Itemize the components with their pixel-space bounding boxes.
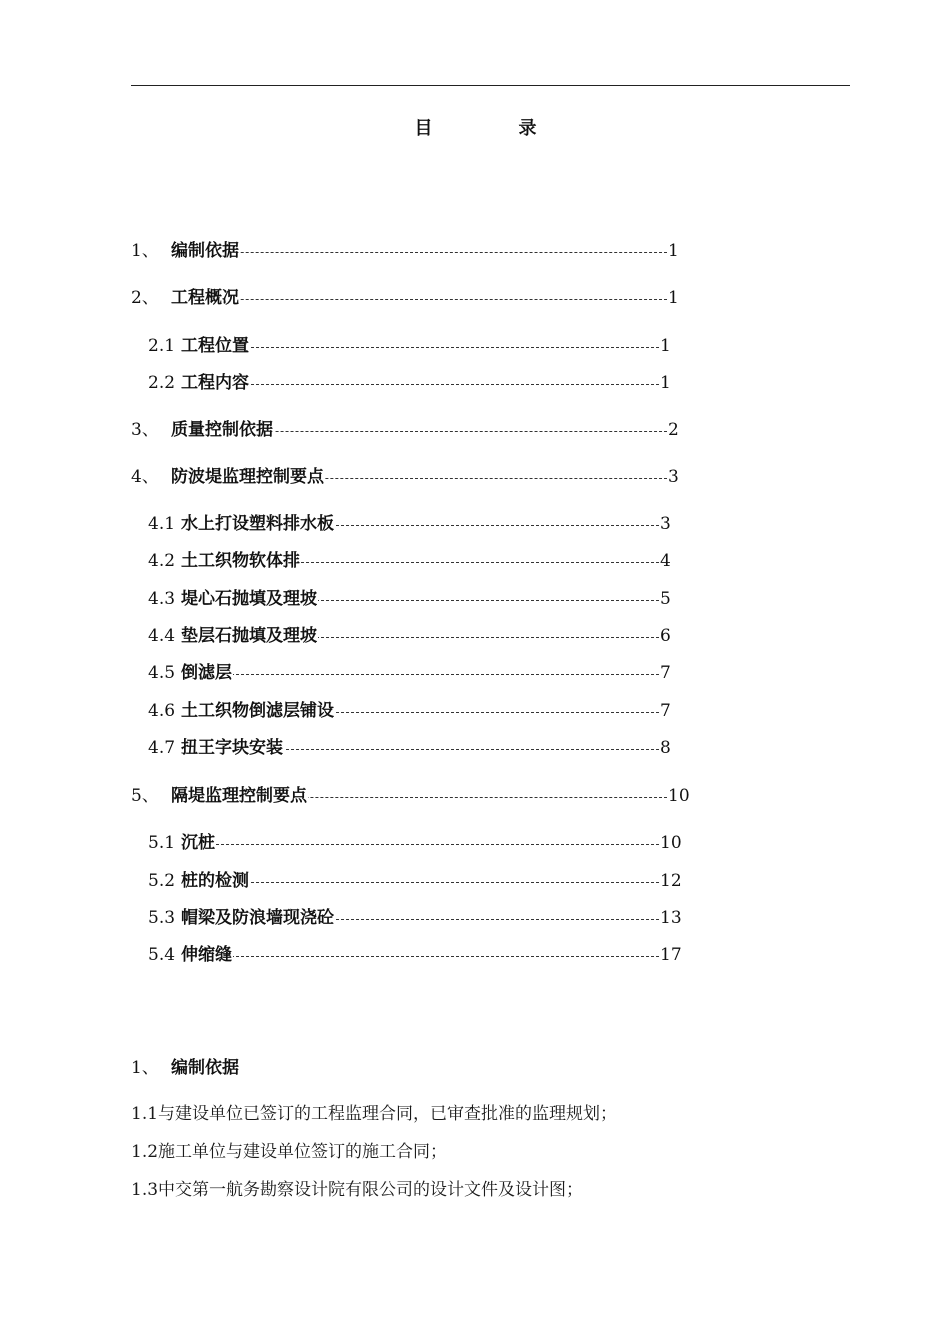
toc-entry	[148, 699, 718, 723]
toc-entry-page-number: 17	[660, 945, 682, 965]
toc-entry-label: 工程位置	[181, 336, 249, 356]
toc-entry-page-number: 5	[660, 589, 671, 609]
toc-entry-page-number: 7	[660, 701, 671, 721]
toc-leader-line	[181, 844, 659, 845]
toc-entry-label: 伸缩缝	[181, 945, 232, 965]
toc-entry	[148, 943, 718, 967]
toc-entry	[131, 465, 701, 489]
toc-entry-number: 2、	[131, 288, 159, 308]
toc-entry-number: 4.3	[148, 589, 176, 609]
toc-entry-number: 4.4	[148, 626, 176, 646]
toc-entry-label: 堤心石抛填及理坡	[181, 589, 317, 609]
toc-entry-page-number: 12	[660, 871, 682, 891]
toc-entry	[148, 624, 718, 648]
toc-entry-number: 5.4	[148, 945, 176, 965]
toc-entry-page-number: 6	[660, 626, 671, 646]
toc-entry	[148, 736, 718, 760]
toc-entry-label: 隔堤监理控制要点	[171, 786, 307, 806]
toc-leader-line	[181, 882, 659, 883]
basis-item: 1.1与建设单位已签订的工程监理合同，已审查批准的监理规划；	[131, 1104, 618, 1124]
toc-entry-label: 编制依据	[171, 241, 239, 261]
toc-entry-number: 2.1	[148, 336, 176, 356]
toc-entry-number: 4、	[131, 467, 159, 487]
toc-entry-number: 5.2	[148, 871, 176, 891]
section-title: 编制依据	[171, 1058, 239, 1078]
toc-entry	[148, 661, 718, 685]
toc-entry-label: 垫层石抛填及理坡	[181, 626, 317, 646]
header-rule	[131, 85, 850, 86]
toc-entry-number: 4.5	[148, 663, 176, 683]
toc-entry-page-number: 8	[660, 738, 671, 758]
toc-entry-page-number: 1	[660, 336, 671, 356]
toc-entry-number: 4.7	[148, 738, 176, 758]
toc-entry-label: 防波堤监理控制要点	[171, 467, 324, 487]
toc-entry-page-number: 3	[660, 514, 671, 534]
basis-item: 1.3中交第一航务勘察设计院有限公司的设计文件及设计图；	[131, 1180, 584, 1200]
toc-entry-number: 1、	[131, 241, 159, 261]
toc-entry	[148, 334, 718, 358]
toc-entry	[148, 869, 718, 893]
toc-entry-page-number: 4	[660, 551, 671, 571]
toc-entry	[148, 371, 718, 395]
toc-entry-page-number: 13	[660, 908, 682, 928]
toc-entry-page-number: 3	[668, 467, 679, 487]
toc-leader-line	[171, 252, 667, 253]
toc-entry-page-number: 7	[660, 663, 671, 683]
toc-entry-label: 质量控制依据	[171, 420, 273, 440]
toc-entry-page-number: 10	[660, 833, 682, 853]
toc-entry-label: 水上打设塑料排水板	[181, 514, 334, 534]
toc-entry-number: 4.2	[148, 551, 176, 571]
toc-title: 目 录	[414, 118, 571, 139]
toc-entry-label: 沉桩	[181, 833, 215, 853]
toc-entry	[148, 906, 718, 930]
toc-entry-page-number: 1	[668, 288, 679, 308]
toc-leader-line	[181, 347, 659, 348]
toc-entry-page-number: 1	[668, 241, 679, 261]
toc-entry-label: 帽梁及防浪墙现浇砼	[181, 908, 334, 928]
basis-item: 1.2施工单位与建设单位签订的施工合同；	[131, 1142, 448, 1162]
toc-entry	[131, 418, 701, 442]
toc-entry-number: 5.3	[148, 908, 176, 928]
toc-entry	[148, 512, 718, 536]
toc-entry	[148, 549, 718, 573]
toc-entry	[148, 831, 718, 855]
toc-entry	[131, 784, 701, 808]
toc-entry-number: 5.1	[148, 833, 176, 853]
toc-entry	[148, 587, 718, 611]
toc-entry-number: 5、	[131, 786, 159, 806]
toc-leader-line	[171, 299, 667, 300]
toc-entry-label: 土工织物倒滤层铺设	[181, 701, 334, 721]
toc-entry-label: 倒滤层	[181, 663, 232, 683]
toc-leader-line	[181, 384, 659, 385]
toc-entry-label: 桩的检测	[181, 871, 249, 891]
toc-entry-number: 4.6	[148, 701, 176, 721]
toc-entry	[131, 286, 701, 310]
toc-entry-page-number: 1	[660, 373, 671, 393]
toc-entry-number: 2.2	[148, 373, 176, 393]
toc-entry-number: 4.1	[148, 514, 176, 534]
section-number: 1、	[131, 1058, 159, 1078]
toc-entry-number: 3、	[131, 420, 159, 440]
toc-entry-label: 工程内容	[181, 373, 249, 393]
toc-entry-page-number: 2	[668, 420, 679, 440]
toc-entry-page-number: 10	[668, 786, 690, 806]
toc-leader-line	[181, 956, 659, 957]
toc-entry-label: 土工织物软体排	[181, 551, 300, 571]
toc-leader-line	[181, 674, 659, 675]
toc-entry	[131, 239, 701, 263]
toc-entry-label: 工程概况	[171, 288, 239, 308]
toc-entry-label: 扭王字块安装	[181, 738, 283, 758]
